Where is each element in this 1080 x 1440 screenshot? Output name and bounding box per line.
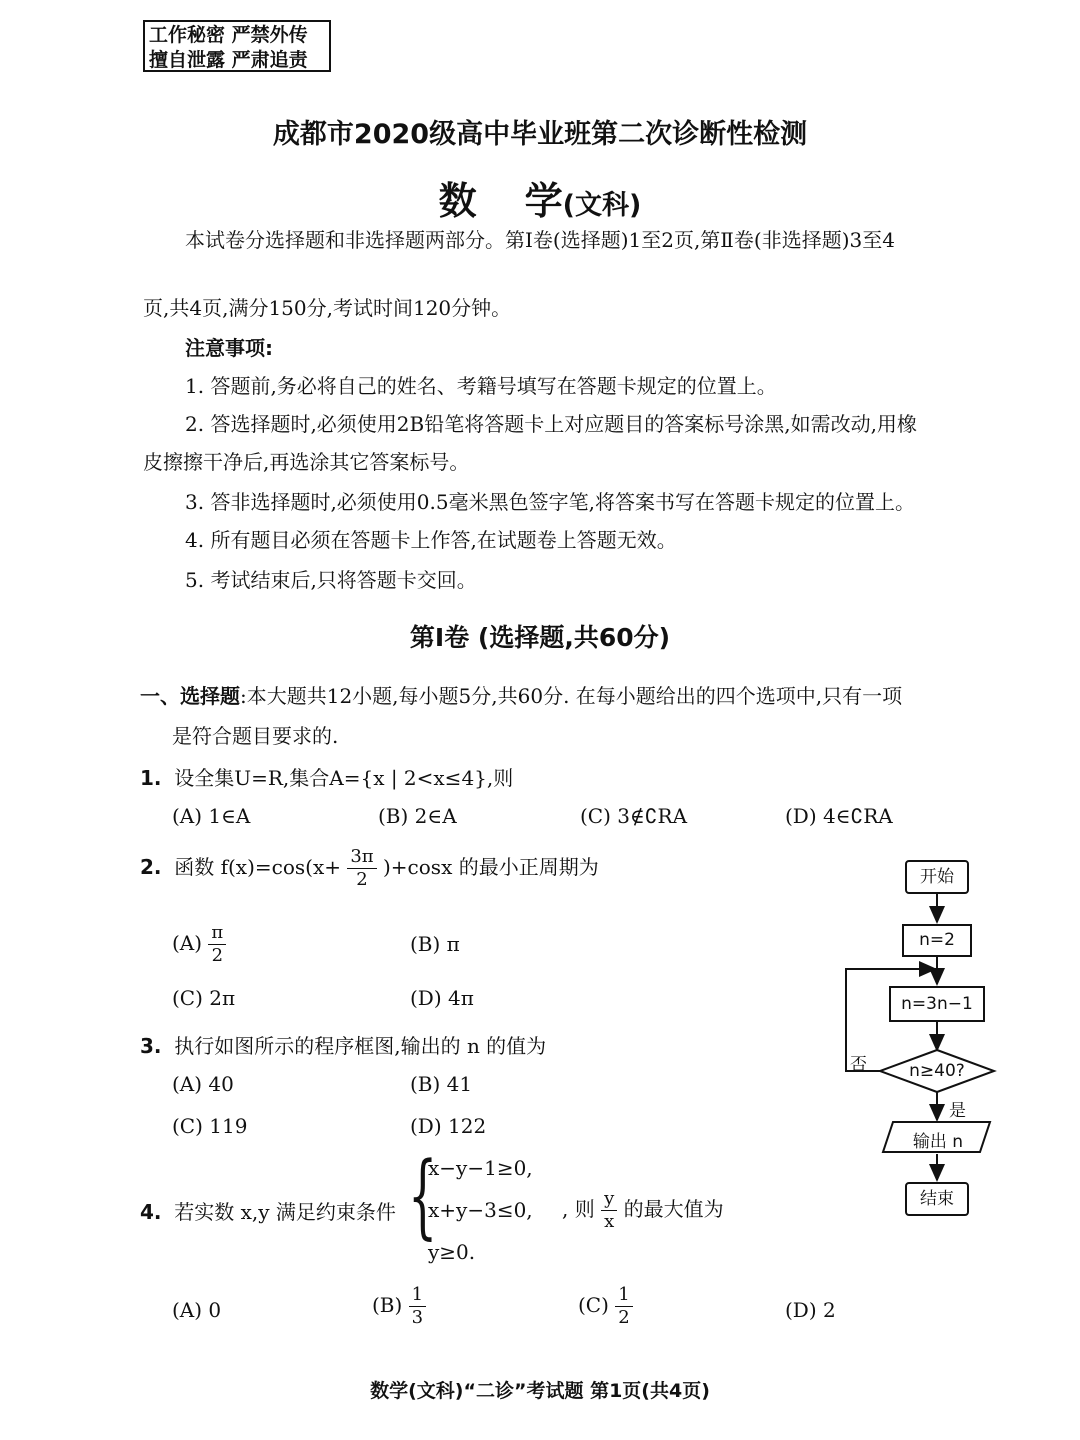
section-title: 第Ⅰ卷 (选择题,共60分) [409,623,671,652]
exam-title: 成都市2020级高中毕业班第二次诊断性检测 [272,119,808,150]
part1-line-2: 是符合题目要求的. [172,724,339,748]
stamp-line-1: 工作秘密 严禁外传 [149,24,308,46]
subject-char-2: 学 [524,179,563,223]
q2-option-a-num: π [208,922,226,945]
flow-init-box: n=2 [902,924,972,957]
part1-line-1: :本大题共12小题,每小题5分,共60分. 在每小题给出的四个选项中,只有一项 [240,684,903,708]
q1-option-c: (C) 3∉∁RA [580,804,688,828]
q1-number: 1. [140,766,162,790]
q4-pre: 若实数 x,y 满足约束条件 [174,1200,396,1224]
q4-post: 的最大值为 [623,1197,724,1221]
note-2b: 皮擦擦干净后,再选涂其它答案标号。 [143,450,470,474]
q2-option-b: (B) π [410,932,460,956]
q4-brace: { [408,1142,438,1249]
q2-post: )+cosx 的最小正周期为 [383,855,599,879]
q1-option-d: (D) 4∈∁RA [785,804,893,828]
q4-frac-num: y [601,1188,617,1211]
stamp-line-2: 擅自泄露 严肃追责 [149,49,308,71]
flow-update-box: n=3n−1 [889,986,985,1022]
q3-option-c: (C) 119 [172,1114,248,1138]
q1-option-b: (B) 2∈A [378,804,457,828]
note-2a: 2. 答选择题时,必须使用2B铅笔将答题卡上对应题目的答案标号涂黑,如需改动,用橡 [185,412,917,436]
q4-frac-den: x [604,1211,615,1232]
q4-option-c-num: 1 [615,1284,632,1307]
q1-option-a: (A) 1∈A [172,804,251,828]
q3-option-d: (D) 122 [410,1114,487,1138]
subject-char-1: 数 [438,179,477,223]
q4-constraint-1: x−y−1≥0, [428,1156,533,1180]
q4-mid: , 则 [562,1197,595,1221]
q2-frac-den: 2 [356,869,368,890]
intro-line-1: 本试卷分选择题和非选择题两部分。第Ⅰ卷(选择题)1至2页,第Ⅱ卷(非选择题)3至4 [185,228,895,252]
note-1: 1. 答题前,务必将自己的姓名、考籍号填写在答题卡规定的位置上。 [185,374,777,398]
intro-line-2: 页,共4页,满分150分,考试时间120分钟。 [143,296,512,320]
q3-option-a: (A) 40 [172,1072,234,1096]
flow-start-box: 开始 [905,860,969,894]
flow-output-text: 输出 n [912,1132,964,1152]
flow-end-box: 结束 [905,1182,969,1216]
notes-heading: 注意事项: [185,336,273,360]
q4-option-b-den: 3 [411,1307,424,1328]
q4-number: 4. [140,1200,162,1224]
flow-condition-text: n≥40? [909,1061,965,1081]
q4-constraint-3: y≥0. [428,1240,476,1264]
q4-option-b-label: (B) [372,1293,403,1317]
q4-option-d: (D) 2 [785,1298,836,1322]
note-3: 3. 答非选择题时,必须使用0.5毫米黑色签字笔,将答案书写在答题卡规定的位置上。 [185,490,915,514]
q4-constraint-2: x+y−3≤0, [428,1198,533,1222]
part1-label: 一、选择题 [140,684,240,708]
q4-option-b-num: 1 [409,1284,426,1307]
q2-option-c: (C) 2π [172,986,236,1010]
q3-text: 执行如图所示的程序框图,输出的 n 的值为 [174,1034,547,1058]
q4-option-a: (A) 0 [172,1298,222,1322]
subject-kind: (文科) [562,190,642,221]
q3-number: 3. [140,1034,162,1058]
q2-frac-num: 3π [347,846,376,869]
note-5: 5. 考试结束后,只将答题卡交回。 [185,568,477,592]
q2-number: 2. [140,855,162,879]
q3-option-b: (B) 41 [410,1072,473,1096]
q4-option-c-den: 2 [618,1307,630,1328]
q4-option-c-label: (C) [578,1293,609,1317]
page-footer: 数学(文科)“二诊”考试题 第1页(共4页) [370,1380,710,1402]
q2-option-d: (D) 4π [410,986,474,1010]
q2-option-a-label: (A) [172,931,203,955]
q2-pre: 函数 f(x)=cos(x+ [174,855,341,879]
flow-yes-label: 是 [949,1101,966,1121]
q2-option-a-den: 2 [211,945,224,966]
q1-text: 设全集U=R,集合A={x | 2<x≤4},则 [174,766,514,790]
flow-no-label: 否 [850,1055,867,1075]
note-4: 4. 所有题目必须在答题卡上作答,在试题卷上答题无效。 [185,528,677,552]
